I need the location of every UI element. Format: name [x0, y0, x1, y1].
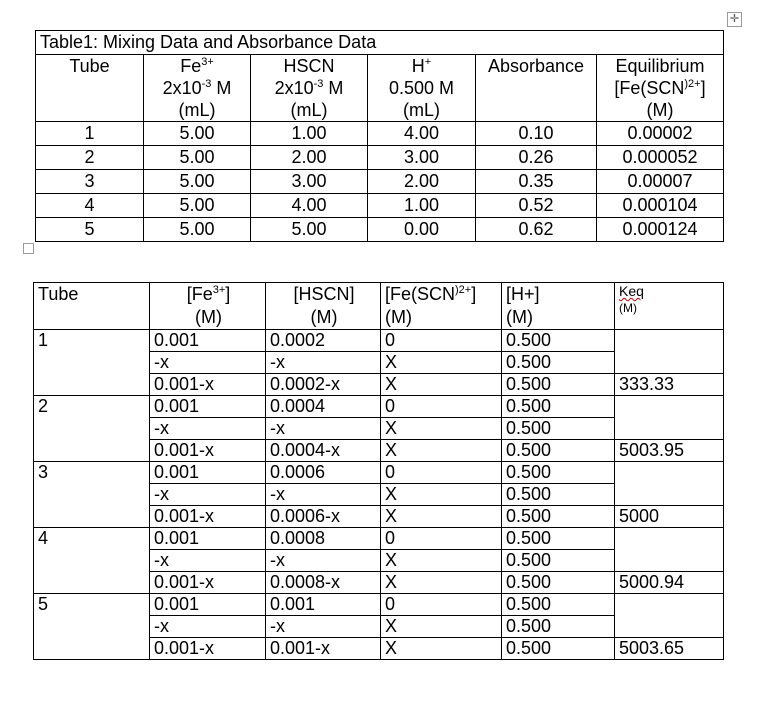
cell-hscn: 5.00: [251, 218, 368, 242]
cell-feSCN: X: [381, 374, 502, 396]
cell-tube: 5: [34, 594, 150, 660]
cell-equilibrium: 0.000124: [597, 218, 724, 242]
cell-keq-empty: [615, 528, 724, 572]
cell-hscn: 0.0002-x: [266, 374, 381, 396]
table-row: [34, 330, 724, 352]
cell-fe: 0.001-x: [150, 506, 266, 528]
cell-hscn: 0.0002: [266, 330, 381, 352]
cell-keq: 5000: [615, 506, 724, 528]
cell-hscn: 4.00: [251, 194, 368, 218]
header-tube: Tube: [34, 283, 150, 330]
cell-equilibrium: 0.000052: [597, 146, 724, 170]
cell-hscn: 0.0008-x: [266, 572, 381, 594]
cell-fe: 5.00: [144, 122, 251, 146]
cell-fe: 0.001-x: [150, 638, 266, 660]
header-fe-volume: $Fe^{3+}$ $2x10^{-3}$ M (mL): [144, 55, 251, 122]
cell-h: 0.500: [502, 528, 615, 550]
cell-hscn: 2.00: [251, 146, 368, 170]
cell-h: 0.500: [502, 440, 615, 462]
cell-feSCN: X: [381, 506, 502, 528]
cell-fe: 0.001: [150, 462, 266, 484]
cell-hscn: -x: [266, 484, 381, 506]
cell-h: 2.00: [368, 170, 476, 194]
mixing-absorbance-table: [35, 30, 724, 242]
header-equilibrium: Equilibrium [$Fe(SCN^{)2+}]$ (M): [597, 55, 724, 122]
cell-hscn: -x: [266, 418, 381, 440]
cell-h: 0.500: [502, 462, 615, 484]
table-row: [36, 122, 724, 146]
table-row: [34, 528, 724, 550]
cell-feSCN: X: [381, 418, 502, 440]
cell-fe: 0.001: [150, 594, 266, 616]
cell-h: 0.500: [502, 418, 615, 440]
cell-h: 0.00: [368, 218, 476, 242]
cell-equilibrium: 0.00002: [597, 122, 724, 146]
cell-hscn: -x: [266, 616, 381, 638]
cell-hscn: 3.00: [251, 170, 368, 194]
cell-feSCN: X: [381, 638, 502, 660]
header-keq: Keq (M): [615, 283, 724, 330]
cell-feSCN: 0: [381, 528, 502, 550]
cell-tube: 4: [36, 194, 144, 218]
cell-tube: 3: [36, 170, 144, 194]
ice-calculation-table: [33, 282, 724, 660]
cell-feSCN: X: [381, 550, 502, 572]
cell-h: 0.500: [502, 506, 615, 528]
cell-h: 4.00: [368, 122, 476, 146]
cell-keq: 5003.95: [615, 440, 724, 462]
cell-fe: 0.001: [150, 330, 266, 352]
cell-tube: 3: [34, 462, 150, 528]
cell-tube: 1: [36, 122, 144, 146]
cell-fe: -x: [150, 484, 266, 506]
table-title: Table1: Mixing Data and Absorbance Data: [36, 31, 724, 55]
cell-keq: 333.33: [615, 374, 724, 396]
table-header-row: [36, 55, 724, 122]
cell-equilibrium: 0.00007: [597, 170, 724, 194]
cell-hscn: 0.001-x: [266, 638, 381, 660]
table-row: [36, 194, 724, 218]
cell-hscn: 0.0004-x: [266, 440, 381, 462]
cell-hscn: 0.0006: [266, 462, 381, 484]
cell-absorbance: 0.26: [476, 146, 597, 170]
cell-feSCN: X: [381, 484, 502, 506]
cell-fe: -x: [150, 352, 266, 374]
cell-h: 0.500: [502, 396, 615, 418]
cell-hscn: 0.0004: [266, 396, 381, 418]
cell-feSCN: 0: [381, 462, 502, 484]
cell-fe: 5.00: [144, 146, 251, 170]
cell-keq-empty: [615, 330, 724, 374]
cell-h: 0.500: [502, 374, 615, 396]
cell-hscn: -x: [266, 352, 381, 374]
cell-hscn: -x: [266, 550, 381, 572]
cell-keq: 5003.65: [615, 638, 724, 660]
cell-feSCN: X: [381, 572, 502, 594]
cell-feSCN: X: [381, 352, 502, 374]
cell-fe: 0.001-x: [150, 374, 266, 396]
cell-keq: 5000.94: [615, 572, 724, 594]
cell-h: 0.500: [502, 352, 615, 374]
table-row: [36, 146, 724, 170]
cell-h: 0.500: [502, 594, 615, 616]
cell-fe: -x: [150, 418, 266, 440]
cell-feSCN: 0: [381, 396, 502, 418]
cell-feSCN: X: [381, 440, 502, 462]
header-h-conc: [H+] (M): [502, 283, 615, 330]
table-row: [34, 462, 724, 484]
cell-equilibrium: 0.000104: [597, 194, 724, 218]
cell-hscn: 0.0006-x: [266, 506, 381, 528]
header-feSCN-conc: [$Fe(SCN^{)2+}]$ (M): [381, 283, 502, 330]
cell-tube: 1: [34, 330, 150, 396]
cell-h: 0.500: [502, 572, 615, 594]
header-fe-conc: $[Fe^{3+}]$ (M): [150, 283, 266, 330]
cell-keq-empty: [615, 594, 724, 638]
table-row: [36, 170, 724, 194]
cell-h: 0.500: [502, 330, 615, 352]
cell-absorbance: 0.35: [476, 170, 597, 194]
cell-keq-empty: [615, 462, 724, 506]
table-row: [34, 594, 724, 616]
header-h-volume: H+ 0.500 M (mL): [368, 55, 476, 122]
cell-tube: 2: [36, 146, 144, 170]
cell-h: 0.500: [502, 616, 615, 638]
cell-fe: -x: [150, 616, 266, 638]
cell-tube: 4: [34, 528, 150, 594]
header-tube: Tube: [36, 55, 144, 122]
cell-fe: -x: [150, 550, 266, 572]
cell-h: 0.500: [502, 484, 615, 506]
cell-feSCN: 0: [381, 330, 502, 352]
cell-feSCN: X: [381, 616, 502, 638]
table-move-handle-icon[interactable]: ✛: [727, 12, 742, 27]
cell-tube: 2: [34, 396, 150, 462]
cell-fe: 0.001: [150, 528, 266, 550]
cell-fe: 5.00: [144, 218, 251, 242]
cell-fe: 0.001-x: [150, 440, 266, 462]
cell-h: 3.00: [368, 146, 476, 170]
cell-fe: 0.001: [150, 396, 266, 418]
cell-tube: 5: [36, 218, 144, 242]
table-row: [34, 396, 724, 418]
table-header-row: [34, 283, 724, 330]
cell-absorbance: 0.52: [476, 194, 597, 218]
cell-keq-empty: [615, 396, 724, 440]
cell-fe: 5.00: [144, 170, 251, 194]
cell-feSCN: 0: [381, 594, 502, 616]
cell-h: 1.00: [368, 194, 476, 218]
cell-h: 0.500: [502, 638, 615, 660]
header-hscn-volume: HSCN $2x10^{-3}$ M (mL): [251, 55, 368, 122]
table-row: [36, 218, 724, 242]
cell-absorbance: 0.62: [476, 218, 597, 242]
table-resize-handle-icon[interactable]: [23, 243, 34, 254]
cell-fe: 0.001-x: [150, 572, 266, 594]
header-absorbance: Absorbance: [476, 55, 597, 122]
cell-hscn: 1.00: [251, 122, 368, 146]
header-hscn-conc: [HSCN] (M): [266, 283, 381, 330]
cell-fe: 5.00: [144, 194, 251, 218]
cell-h: 0.500: [502, 550, 615, 572]
cell-hscn: 0.0008: [266, 528, 381, 550]
cell-absorbance: 0.10: [476, 122, 597, 146]
cell-hscn: 0.001: [266, 594, 381, 616]
